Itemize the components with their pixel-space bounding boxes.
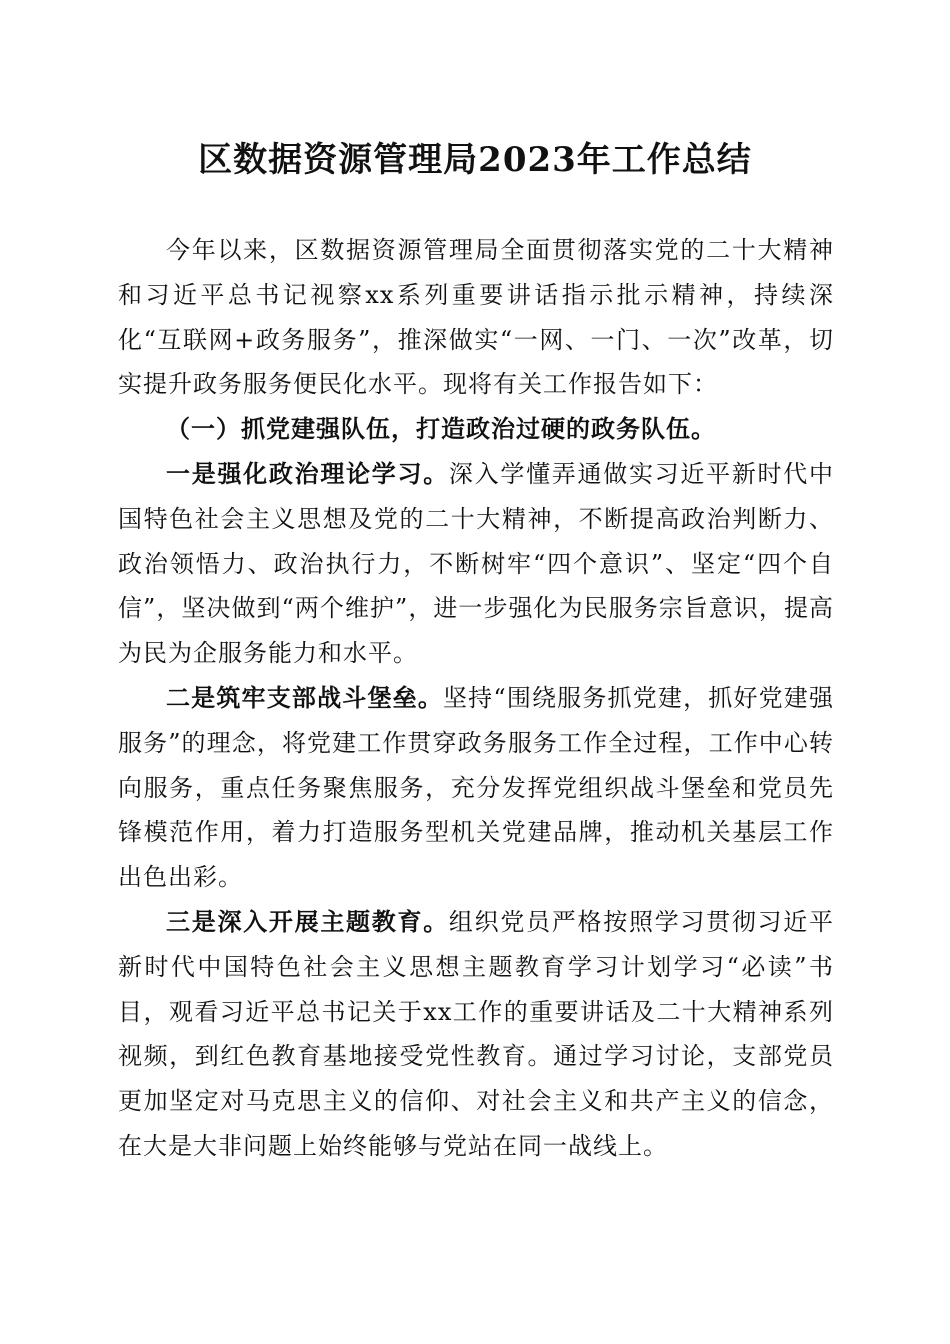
item-paragraph-3 bbox=[118, 900, 834, 1169]
item-lead-2: 二是筑牢支部战斗堡垒。 bbox=[166, 682, 443, 712]
item-text-2: 坚持“围绕服务抓党建，抓好党建强服务”的理念，将党建工作贯穿政务服务工作全过程，工作中心转向服务，重点任务聚焦服务，充分发挥党组织战斗堡垒和党员先锋模范作用，着力打造服务型机关党建品牌，推动机关基层工作出色出彩。 bbox=[118, 683, 834, 892]
document-body bbox=[118, 228, 834, 1169]
item-text-1: 深入学懂弄通做实习近平新时代中国特色社会主义思想及党的二十大精神，不断提高政治判断力、政治领悟力、政治执行力，不断树牢“四个意识”、坚定“四个自信”，坚决做到“两个维护”，进一步强化为民服务宗旨意识，提高为民为企服务能力和水平。 bbox=[118, 459, 835, 668]
item-lead-3: 三是深入开展主题教育。 bbox=[166, 906, 449, 936]
item-text-3: 组织党员严格按照学习贯彻习近平新时代中国特色社会主义思想主题教育学习计划学习“必读”书目，观看习近平总书记关于xx工作的重要讲话及二十大精神系列视频，到红色教育基地接受党性教育。通过学习讨论，支部党员更加坚定对马克思主义的信仰、对社会主义和共产主义的信念，在大是大非问题上始终能够与党站在同一战线上。 bbox=[118, 907, 835, 1160]
item-paragraph-1 bbox=[118, 452, 834, 676]
item-paragraph-2 bbox=[118, 676, 834, 900]
document-title: 区数据资源管理局2023年工作总结 bbox=[198, 140, 752, 180]
item-lead-1: 一是强化政治理论学习。 bbox=[166, 458, 449, 488]
section-heading: （一）抓党建强队伍，打造政治过硬的政务队伍。 bbox=[166, 414, 716, 444]
intro-paragraph: 今年以来，区数据资源管理局全面贯彻落实党的二十大精神和习近平总书记视察xx系列重要讲话指示批示精神，持续深化“互联网+政务服务”，推深做实“一网、一门、一次”改革，切实提升政务服务便民化水平。现将有关工作报告如下： bbox=[118, 236, 834, 399]
